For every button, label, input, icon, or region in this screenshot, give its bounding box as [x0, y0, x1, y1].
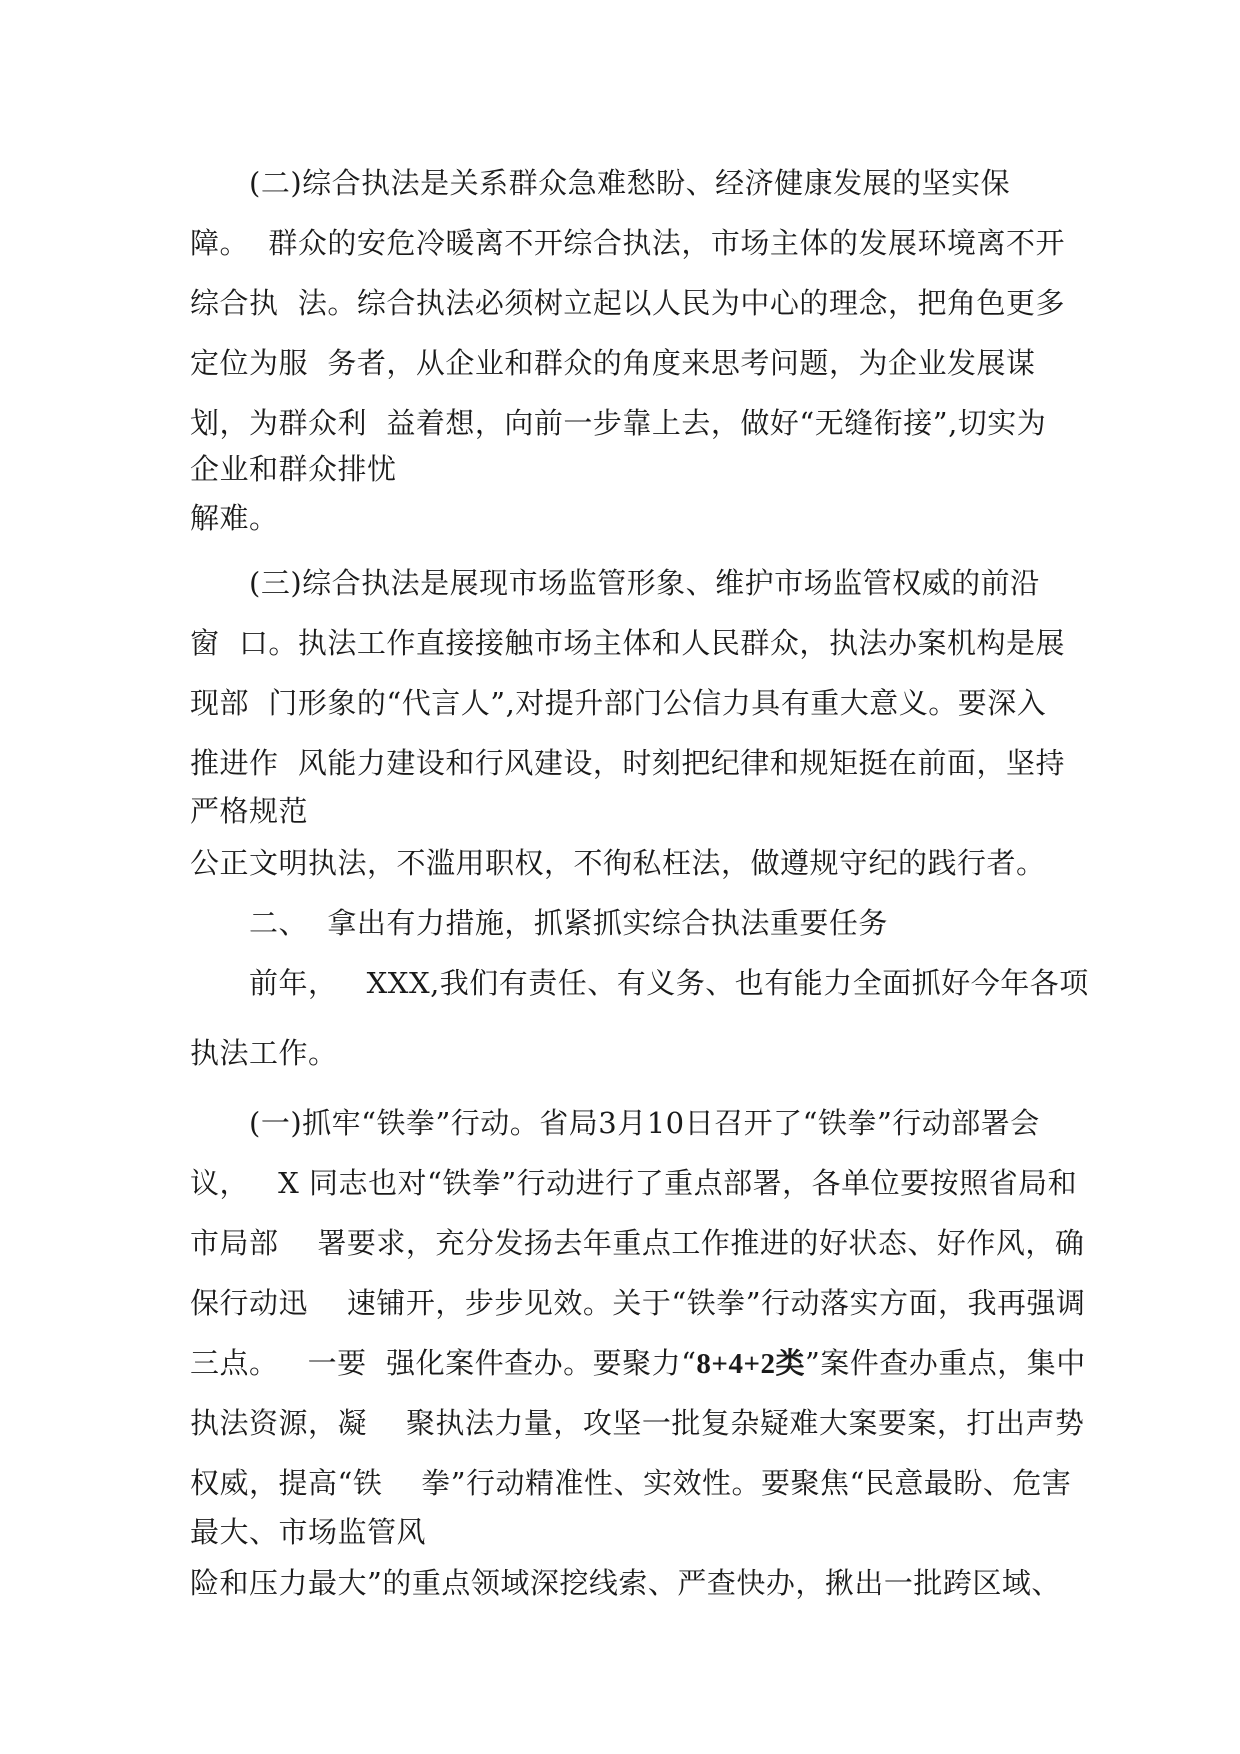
text-line: 解难。	[190, 501, 279, 535]
text-line	[190, 1343, 1086, 1384]
text-segment: ”案件查办重点，集中	[804, 1346, 1086, 1380]
text-line: 综合执 法。综合执法必须树立起以人民为中心的理念，把角色更多	[190, 286, 1065, 320]
text-line: 定位为服 务者，从企业和群众的角度来思考问题，为企业发展谋	[190, 346, 1036, 380]
emphasis-text: 8+4+2类	[696, 1348, 805, 1380]
text-line: 险和压力最大”的重点领域深挖线索、严查快办，揪出一批跨区域、	[190, 1566, 1061, 1600]
text-line: 公正文明执法，不滥用职权，不徇私枉法，做遵规守纪的践行者。	[190, 846, 1046, 880]
text-line: 保行动迅 速铺开，步步见效。关于“铁拳”行动落实方面，我再强调	[190, 1286, 1086, 1320]
text-line: (三)综合执法是展现市场监管形象、维护市场监管权威的前沿	[249, 566, 1040, 600]
text-line: 企业和群众排忧	[190, 452, 397, 486]
text-line: 议， X 同志也对“铁拳”行动进行了重点部署，各单位要按照省局和	[190, 1166, 1078, 1200]
text-line: 最大、市场监管风	[190, 1515, 427, 1549]
text-line: 前年， XXX,我们有责任、有义务、也有能力全面抓好今年各项	[249, 966, 1089, 1000]
text-line: 权威，提高“铁 拳”行动精准性、实效性。要聚焦“民意最盼、危害	[190, 1466, 1072, 1500]
section-heading: 二、 拿出有力措施，抓紧抓实综合执法重要任务	[249, 906, 888, 940]
text-line: 严格规范	[190, 794, 309, 828]
text-segment: 三点。 一要 强化案件查办。要聚力“	[190, 1346, 697, 1380]
text-line: 窗 口。执法工作直接接触市场主体和人民群众，执法办案机构是展	[190, 626, 1065, 660]
text-line: 执法资源，凝 聚执法力量，攻坚一批复杂疑难大案要案，打出声势	[190, 1406, 1085, 1440]
text-line: (一)抓牢“铁拳”行动。省局3月10日召开了“铁拳”行动部署会	[249, 1106, 1040, 1140]
text-line: 障。 群众的安危冷暖离不开综合执法，市场主体的发展环境离不开	[190, 226, 1065, 260]
text-line: 市局部 署要求，充分发扬去年重点工作推进的好状态、好作风，确	[190, 1226, 1085, 1260]
text-line: (二)综合执法是关系群众急难愁盼、经济健康发展的坚实保	[249, 166, 1011, 200]
text-line: 执法工作。	[190, 1036, 338, 1070]
text-line: 现部 门形象的“代言人”,对提升部门公信力具有重大意义。要深入	[190, 686, 1047, 720]
text-line: 划，为群众利 益着想，向前一步靠上去，做好“无缝衔接”,切实为	[190, 406, 1047, 440]
text-line: 推进作 风能力建设和行风建设，时刻把纪律和规矩挺在前面，坚持	[190, 746, 1065, 780]
